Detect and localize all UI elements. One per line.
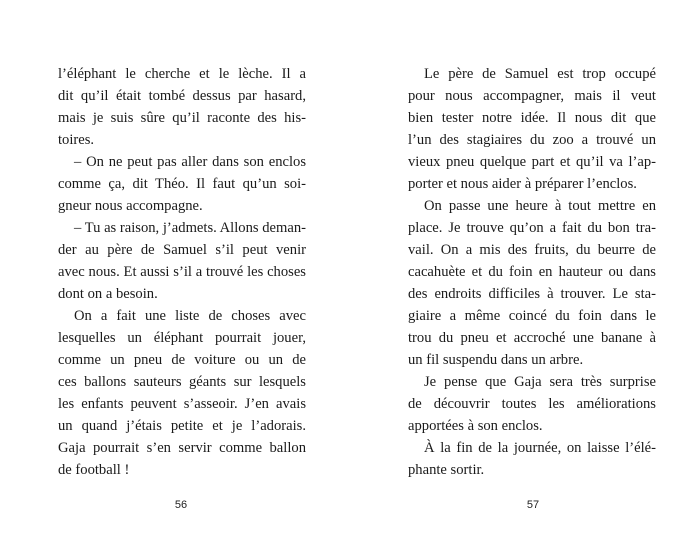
text-line: On a fait une liste de choses avec: [74, 308, 306, 324]
text-line: lesquelles un éléphant pourrait jouer,: [58, 330, 306, 346]
page-number: 56: [174, 499, 188, 511]
text-line: un fil suspendu dans un arbre.: [408, 352, 584, 368]
text-line: gneur nous accompagne.: [58, 198, 203, 214]
text-line: de football !: [58, 462, 130, 478]
text-line: toires.: [58, 132, 95, 148]
left-page-text: [58, 63, 306, 481]
text-line: On passe une heure à tout mettre en: [424, 198, 656, 214]
text-line: ces ballons sauteurs géants sur lesquels: [58, 374, 306, 390]
right-page-text: [408, 63, 656, 481]
text-line: dit qu’il était tombé dessus par hasard,: [58, 88, 306, 104]
text-line: avec nous. Et aussi s’il a trouvé les choses: [58, 264, 306, 280]
text-line: – On ne peut pas aller dans son enclos: [74, 154, 306, 170]
text-line: bien tester notre idée. Il nous dit que: [408, 110, 656, 126]
text-line: de découvrir toutes les améliorations: [408, 396, 656, 412]
text-line: der au père de Samuel s’il peut venir: [58, 242, 306, 258]
text-line: comme un pneu de voiture ou un de: [58, 352, 306, 368]
text-line: des endroits difficiles à trouver. Le sta-: [408, 286, 656, 302]
text-line: pour nous accompagner, mais il veut: [408, 88, 656, 104]
text-line: les enfants peuvent s’asseoir. J’en avais: [58, 396, 306, 412]
text-line: vail. On a mis des fruits, du beurre de: [408, 242, 656, 258]
text-line: apportées à son enclos.: [408, 418, 543, 434]
text-line: l’un des stagiaires du zoo a trouvé un: [408, 132, 656, 148]
text-line: mais je suis sûre qu’il raconte des his-: [58, 110, 306, 126]
text-line: comme ça, dit Théo. Il faut qu’un soi-: [58, 176, 306, 192]
text-line: dont on a besoin.: [58, 286, 158, 302]
text-line: Le père de Samuel est trop occupé: [424, 66, 656, 82]
text-line: Je pense que Gaja sera très surprise: [424, 374, 656, 390]
text-line: À la fin de la journée, on laisse l’élé-: [424, 440, 656, 456]
text-line: place. Je trouve qu’on a fait du bon tra-: [408, 220, 656, 236]
text-line: trou du pneu et accroché une banane à: [408, 330, 656, 346]
text-line: vieux pneu quelque part et qu’il va l’ap-: [408, 154, 656, 170]
page-number: 57: [526, 499, 540, 511]
text-line: – Tu as raison, j’admets. Allons deman-: [74, 220, 306, 236]
text-line: cacahuète et du foin en hauteur ou dans: [408, 264, 656, 280]
text-line: l’éléphant le cherche et le lèche. Il a: [58, 66, 306, 82]
right-page: [350, 0, 700, 549]
text-line: phante sortir.: [408, 462, 485, 478]
text-line: giaire a même coincé du foin dans le: [408, 308, 656, 324]
text-line: porter et nous aider à préparer l’enclos.: [408, 176, 637, 192]
text-line: Gaja pourrait s’en servir comme ballon: [58, 440, 306, 456]
text-line: un quand j’étais petite et je l’adorais.: [58, 418, 306, 434]
